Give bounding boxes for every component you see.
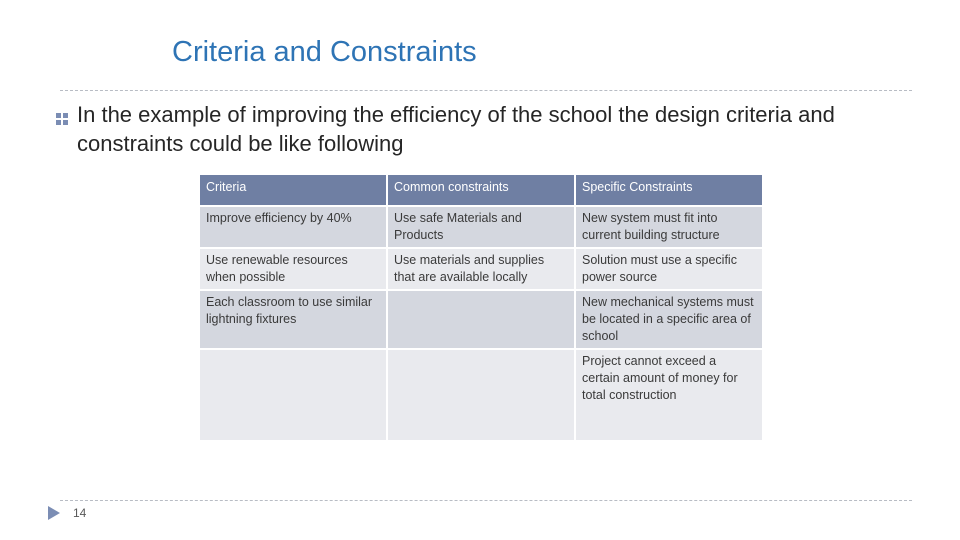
criteria-constraints-table	[198, 173, 764, 442]
table-cell	[387, 349, 575, 441]
header-criteria: Criteria	[199, 174, 387, 206]
table-cell: Each classroom to use similar lightning fixtures	[199, 290, 387, 349]
table-cell: Project cannot exceed a certain amount of money for total construction	[575, 349, 763, 441]
header-specific-constraints: Specific Constraints	[575, 174, 763, 206]
table-row	[199, 248, 763, 290]
table-cell	[387, 290, 575, 349]
table-header-row	[199, 174, 763, 206]
table-cell: New mechanical systems must be located in a specific area of school	[575, 290, 763, 349]
table-cell: Use materials and supplies that are available locally	[387, 248, 575, 290]
table-cell: New system must fit into current building structure	[575, 206, 763, 248]
table-row	[199, 206, 763, 248]
table-cell: Solution must use a specific power source	[575, 248, 763, 290]
bullet-text: In the example of improving the efficiency of the school the design criteria and constraints could be like following	[77, 102, 835, 156]
top-divider	[60, 90, 912, 91]
table-row	[199, 290, 763, 349]
table-cell: Improve efficiency by 40%	[199, 206, 387, 248]
header-common-constraints: Common constraints	[387, 174, 575, 206]
bottom-divider	[60, 500, 912, 501]
four-diamond-bullet-icon	[56, 113, 68, 125]
table-row	[199, 349, 763, 441]
table-cell: Use renewable resources when possible	[199, 248, 387, 290]
triangle-arrow-icon	[48, 506, 60, 520]
table-cell	[199, 349, 387, 441]
slide-title: Criteria and Constraints	[172, 36, 477, 68]
table-cell: Use safe Materials and Products	[387, 206, 575, 248]
page-number: 14	[73, 506, 87, 520]
